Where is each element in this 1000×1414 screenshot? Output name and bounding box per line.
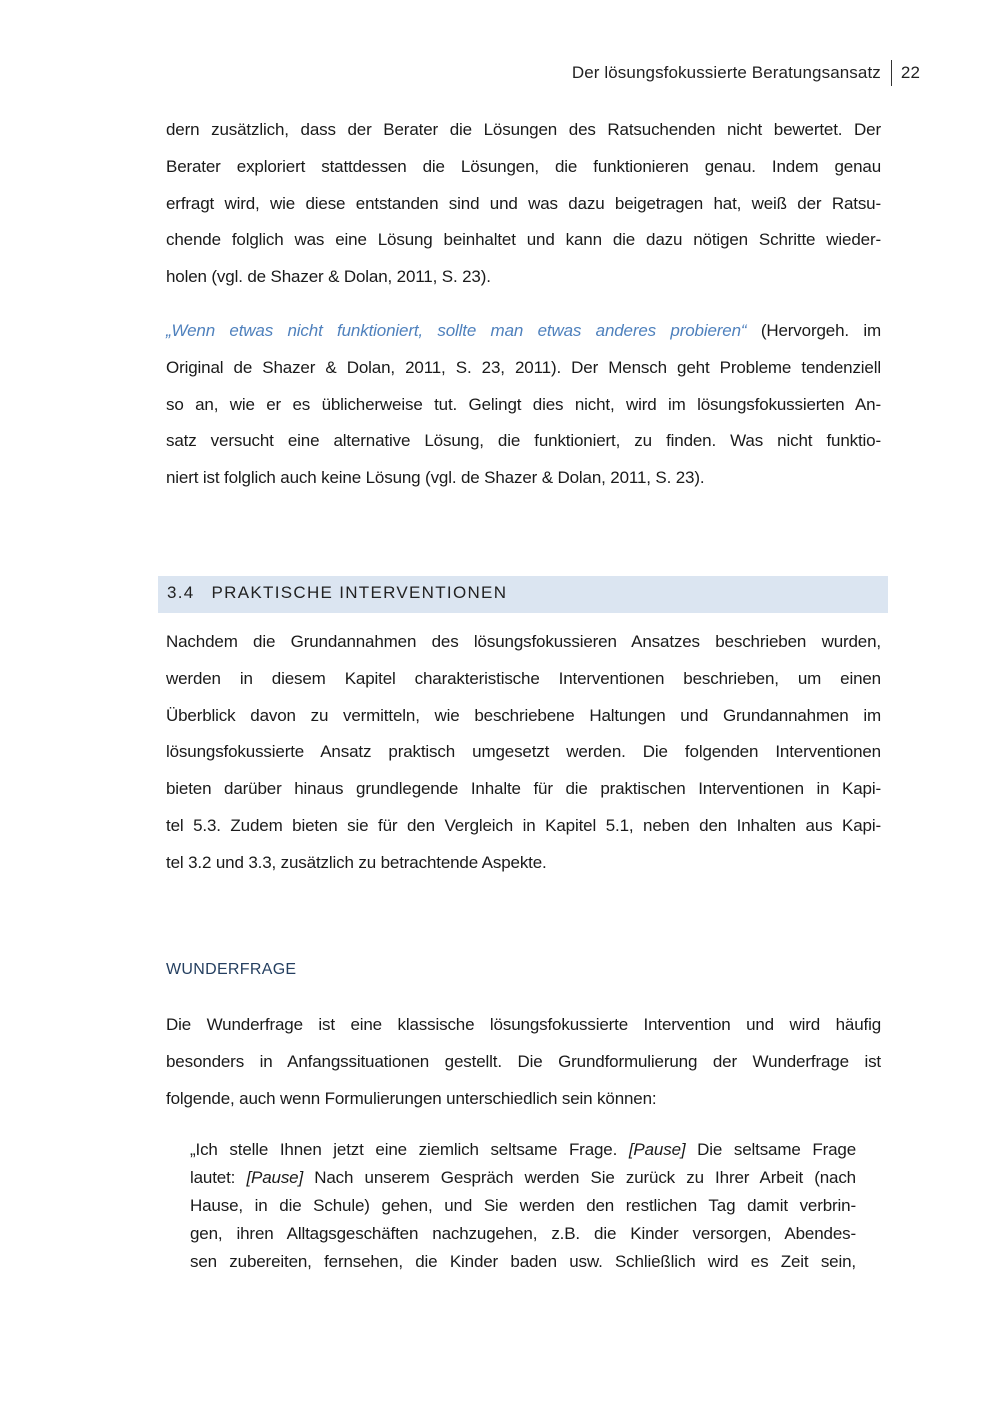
text-line: tel 3.2 und 3.3, zusätzlich zu betrachtende Aspekte. — [166, 852, 547, 872]
header-divider — [891, 60, 892, 86]
text-line: erfragt wird, wie diese entstanden sind und was dazu beigetragen hat, weiß der Ratsu- — [166, 193, 881, 213]
text-line: chende folglich was eine Lösung beinhaltet und kann die dazu nötigen Schritte wieder- — [166, 230, 881, 250]
text-line: folgende, auch wenn Formulierungen unterschiedlich sein können: — [166, 1088, 657, 1108]
text-line: tel 5.3. Zudem bieten sie für den Vergleich in Kapitel 5.1, neben den Inhalten aus Kapi- — [166, 815, 881, 835]
quote-text: Die seltsame Frage — [685, 1140, 856, 1159]
text-line: Die Wunderfrage ist eine klassische lösungsfokussierte Intervention und wird häufig — [166, 1015, 881, 1034]
quote-line — [190, 1136, 856, 1164]
text-line: satz versucht eine alternative Lösung, die funktioniert, zu finden. Was nicht funktio- — [166, 431, 881, 451]
text-line: holen (vgl. de Shazer & Dolan, 2011, S. 23). — [166, 267, 491, 287]
text-line: Nachdem die Grundannahmen des lösungsfokussieren Ansatzes beschrieben wurden, — [166, 632, 881, 651]
text-line: Berater exploriert stattdessen die Lösungen, die funktionieren genau. Indem genau — [166, 156, 881, 176]
text-line: dern zusätzlich, dass der Berater die Lösungen des Ratsuchenden nicht bewertet. Der — [166, 120, 881, 139]
pause-marker: [Pause] — [246, 1168, 304, 1187]
section-title: PRAKTISCHE INTERVENTIONEN — [211, 583, 508, 602]
section-heading-bar — [158, 576, 888, 613]
paragraph-4 — [166, 1007, 881, 1117]
page-number: 22 — [900, 63, 920, 82]
quote-line: sen zubereiten, fernsehen, die Kinder baden usw. Schließlich wird es Zeit sein, — [190, 1252, 856, 1271]
paragraph-1 — [166, 112, 881, 296]
text-line: werden in diesem Kapitel charakteristische Interventionen beschrieben, um einen — [166, 668, 881, 688]
text-line — [166, 313, 881, 350]
section-heading — [167, 583, 507, 603]
text-line: niert ist folglich auch keine Lösung (vgl. de Shazer & Dolan, 2011, S. 23). — [166, 468, 705, 488]
running-header — [572, 60, 920, 86]
running-title: Der lösungsfokussierte Beratungsansatz — [571, 63, 881, 82]
quote-citation: (Hervorgeh. im — [746, 321, 881, 340]
quote-text: Nach unserem Gespräch werden Sie zurück zu Ihrer Arbeit (nach — [303, 1168, 856, 1187]
quote-line — [190, 1164, 856, 1192]
block-quote — [190, 1136, 856, 1276]
text-line: Original de Shazer & Dolan, 2011, S. 23, 2011). Der Mensch geht Probleme tendenziell — [166, 357, 881, 377]
quote-line: gen, ihren Alltagsgeschäften nachzugehen, z.B. die Kinder versorgen, Abendes- — [190, 1224, 856, 1243]
highlighted-quote: „Wenn etwas nicht funktioniert, sollte man etwas anderes probieren“ — [166, 321, 747, 340]
text-line: Überblick davon zu vermitteln, wie beschriebene Haltungen und Grundannahmen im — [166, 705, 881, 725]
quote-text: lautet: — [190, 1168, 247, 1187]
section-number: 3.4 — [167, 583, 195, 602]
text-line: lösungsfokussierte Ansatz praktisch umgesetzt werden. Die folgenden Interventionen — [166, 742, 881, 762]
pause-marker: [Pause] — [628, 1140, 686, 1159]
subheading: WUNDERFRAGE — [166, 961, 297, 978]
paragraph-2 — [166, 313, 881, 497]
quote-line: Hause, in die Schule) gehen, und Sie werden den restlichen Tag damit verbrin- — [190, 1196, 856, 1215]
text-line: bieten darüber hinaus grundlegende Inhalte für die praktischen Interventionen in Kapi- — [166, 779, 881, 799]
quote-text: „Ich stelle Ihnen jetzt eine ziemlich seltsame Frage. — [190, 1140, 629, 1159]
text-line: so an, wie er es üblicherweise tut. Gelingt dies nicht, wird im lösungsfokussierten An- — [166, 394, 881, 414]
text-line: besonders in Anfangssituationen gestellt. Die Grundformulierung der Wunderfrage ist — [166, 1051, 881, 1071]
paragraph-3 — [166, 624, 881, 882]
